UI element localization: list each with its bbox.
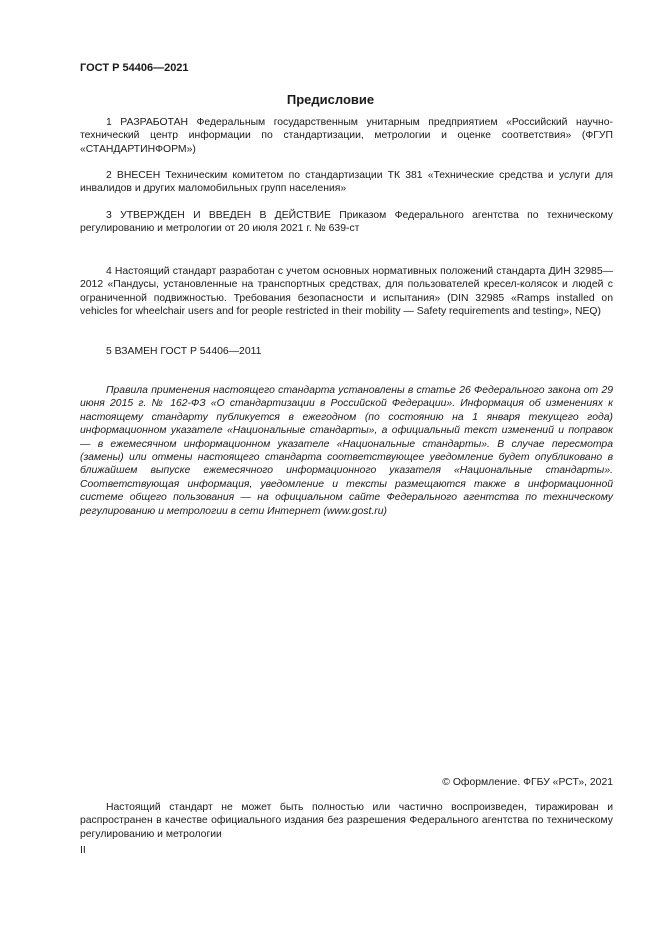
paragraph-replaces: 5 ВЗАМЕН ГОСТ Р 54406—2011 xyxy=(106,346,262,357)
paragraph-submitted: 2 ВНЕСЕН Техническим комитетом по стандартизации ТК 381 «Технические средства и услуги для инвалидов и других маломобильных групп населения» xyxy=(80,170,613,195)
notice-paragraph: Правила применения настоящего стандарта установлены в статье 26 Федерального закона от 29 июня 2015 г. № 162-ФЗ «О стандартизации в Российской Федерации». Информация об изменениях к настоящему стандарту публикуется в ежегодном (по состоянию на 1 января текущего года) информационном указателе «Национальные стандарты», а официальный текст изменений и поправок — в ежемесячном информационном указателе «Национальные стандарты». В случае пересмотра (замены) или отмены настоящего стандарта соответствующее уведомление будет опубликовано в ближайшем выпуске ежемесячного информационного указателя «Национальные стандарты». Соответствующая информация, уведомление и тексты размещаются также в информационной системе общего пользования — на официальном сайте Федерального агентства по техническому регулированию и метрологии в сети Интернет (www.gost.ru) xyxy=(80,385,613,517)
paragraph-developed: 1 РАЗРАБОТАН Федеральным государственным унитарным предприятием «Российский научно-технический центр информации по стандартизации, метрологии и оценке соответствия» (ФГУП «СТАНДАРТИНФОРМ») xyxy=(80,117,613,155)
document-code: ГОСТ Р 54406—2021 xyxy=(80,62,189,74)
section-title: Предисловие xyxy=(286,92,375,107)
reproduction-note: Настоящий стандарт не может быть полностью или частично воспроизведен, тиражирован и распространен в качестве официального издания без разрешения Федерального агентства по техническому регулированию и метрологии xyxy=(80,802,613,840)
page-number: II xyxy=(80,845,86,856)
paragraph-approved: 3 УТВЕРЖДЕН И ВВЕДЕН В ДЕЙСТВИЕ Приказом Федерального агентства по техническому регулированию и метрологии от 20 июля 2021 г. № 639-ст xyxy=(80,210,613,235)
paragraph-basis: 4 Настоящий стандарт разработан с учетом основных нормативных положений стандарта ДИН 32985—2012 «Пандусы, установленные на транспортных средствах, для пользователей кресел-колясок и людей с ограниченной подвижностью. Требования безопасности и испытания» (DIN 32985 «Ramps installed on vehicles for wheelchair users and for people restricted in their mobility — Safety requirements and testing», NEQ) xyxy=(80,266,613,318)
copyright-line: © Оформление. ФГБУ «РСТ», 2021 xyxy=(442,777,613,788)
